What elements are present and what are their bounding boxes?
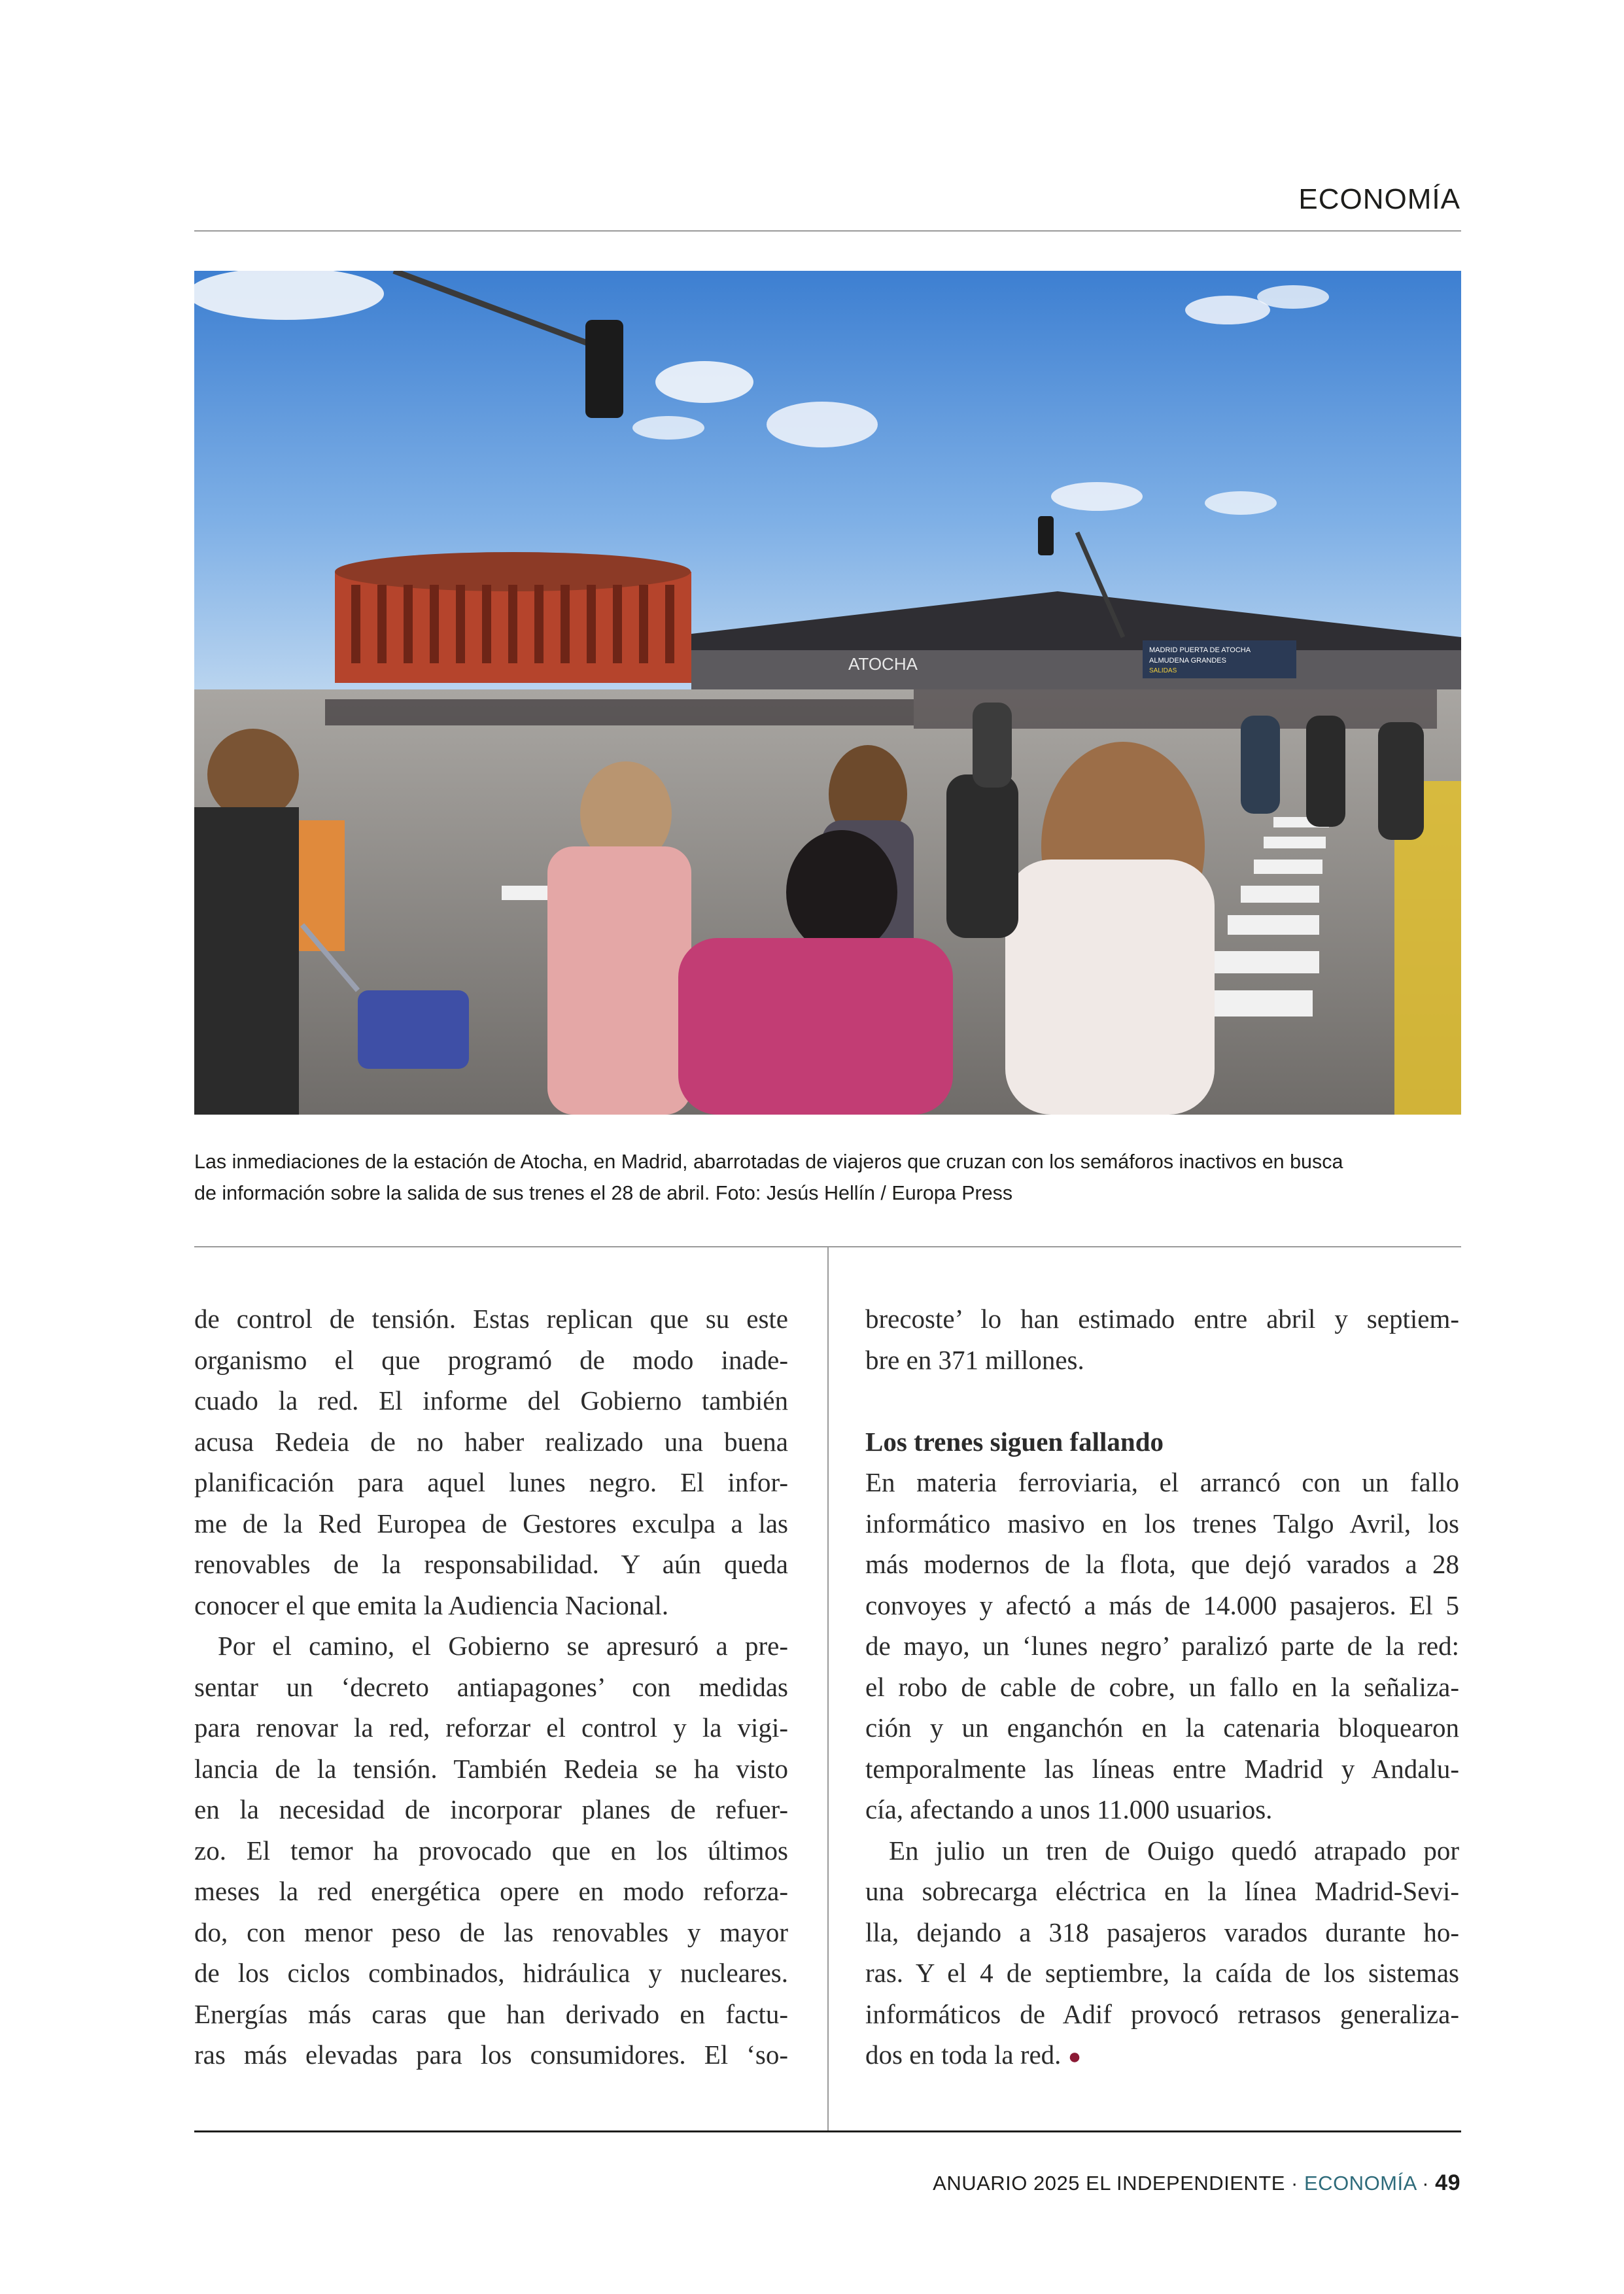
text-line: temporalmente las líneas entre Madrid y Andalu- [865, 1753, 1459, 1784]
text-line: informático masivo en los trenes Talgo Avril, los [865, 1508, 1459, 1538]
cloud [767, 402, 878, 447]
text-line: zo. El temor ha provocado que en los últimos [194, 1835, 788, 1866]
footer-separator: · [1422, 2172, 1430, 2195]
text-line: organismo el que programó de modo inade- [194, 1344, 788, 1375]
info-sign-line2: ALMUDENA GRANDES [1149, 657, 1226, 665]
right-column [865, 1298, 1459, 2076]
left-column [194, 1298, 788, 2076]
text-line: lla, dejando a 318 pasajeros varados durante ho- [865, 1917, 1459, 1947]
cloud [1205, 491, 1277, 515]
text-line: dos en toda la red. [865, 2040, 1062, 2070]
text-line: sentar un ‘decreto antiapagones’ con medidas [194, 1671, 788, 1702]
cloud [1257, 285, 1329, 309]
traffic-light [585, 320, 623, 418]
text-line: En materia ferroviaria, el arrancó con un fallo [865, 1467, 1459, 1497]
text-line: conocer el que emita la Audiencia Nacional. [194, 1590, 669, 1620]
text-line: cuado la red. El informe del Gobierno también [194, 1385, 788, 1416]
text-line: ras. Y el 4 de septiembre, la caída de los sistemas [865, 1958, 1459, 1988]
text-line: de los ciclos combinados, hidráulica y nucleares. [194, 1958, 788, 1988]
text-line: renovables de la responsabilidad. Y aún queda [194, 1549, 788, 1579]
text-line: me de la Red Europea de Gestores exculpa a las [194, 1508, 788, 1538]
column-divider [827, 1246, 829, 2130]
cloud [655, 361, 753, 403]
text-line: para renovar la red, reforzar el control y la vigi- [194, 1712, 788, 1743]
text-line: ción y un enganchón en la catenaria bloquearon [865, 1712, 1459, 1743]
text-line: do, con menor peso de las renovables y mayor [194, 1917, 788, 1947]
text-line: de mayo, un ‘lunes negro’ paralizó parte de la red: [865, 1631, 1459, 1661]
text-line: una sobrecarga eléctrica en la línea Madrid-Sevi- [865, 1876, 1459, 1906]
text-line: Por el camino, el Gobierno se apresuró a pre- [218, 1631, 788, 1661]
text-line: Energías más caras que han derivado en factu- [194, 1998, 788, 2029]
cloud [1185, 296, 1270, 324]
text-line: ras más elevadas para los consumidores. El ‘so- [194, 2040, 788, 2070]
page-number: 49 [1435, 2170, 1460, 2195]
footer-section: ECONOMÍA [1304, 2172, 1417, 2195]
text-line: lancia de la tensión. También Redeia se ha visto [194, 1753, 788, 1784]
text-line: informáticos de Adif provocó retrasos generaliza- [865, 1998, 1459, 2029]
end-mark-icon: ● [1067, 2045, 1082, 2069]
text-line: el robo de cable de cobre, un fallo en la señaliza- [865, 1671, 1459, 1702]
text-line: meses la red energética opere en modo reforza- [194, 1876, 788, 1906]
text-line: cía, afectando a unos 11.000 usuarios. [865, 1794, 1273, 1824]
header-rule [194, 230, 1461, 232]
text-line: en la necesidad de incorporar planes de refuer- [194, 1794, 788, 1824]
station-lettering: ATOCHA [848, 654, 918, 674]
text-line-final [865, 2034, 1459, 2076]
caption-line: de información sobre la salida de sus trenes el 28 de abril. Foto: Jesús Hellín / Europa Press [194, 1182, 1013, 1204]
cloud [1051, 482, 1143, 511]
footer-rule [194, 2130, 1461, 2132]
atocha-photo [194, 271, 1461, 1115]
photo-caption [194, 1146, 1461, 1209]
text-line: de control de tensión. Estas replican que su este [194, 1304, 788, 1334]
text-line: acusa Redeia de no haber realizado una buena [194, 1426, 788, 1457]
text-line: En julio un tren de Ouigo quedó atrapado por [889, 1835, 1459, 1866]
info-sign-line1: MADRID PUERTA DE ATOCHA [1149, 646, 1251, 654]
footer-publication: ANUARIO 2025 EL INDEPENDIENTE · [933, 2172, 1298, 2195]
page-footer [933, 2170, 1460, 2196]
text-line: brecoste’ lo han estimado entre abril y septiem- [865, 1304, 1459, 1334]
text-line: bre en 371 millones. [865, 1344, 1084, 1375]
text-line: planificación para aquel lunes negro. El infor- [194, 1467, 788, 1497]
traffic-light-right [1038, 516, 1054, 555]
cloud [632, 416, 704, 440]
info-sign-line3: SALIDAS [1149, 667, 1177, 674]
subheading: Los trenes siguen fallando [865, 1426, 1164, 1457]
text-line: más modernos de la flota, que dejó varados a 28 [865, 1549, 1459, 1579]
section-label: ECONOMÍA [1298, 183, 1460, 215]
station-facade [691, 650, 1461, 696]
caption-line: Las inmediaciones de la estación de Atocha, en Madrid, abarrotadas de viajeros que cruzan con los semáforos inactivos en busca [194, 1151, 1343, 1173]
text-line: convoyes y afectó a más de 14.000 pasajeros. El 5 [865, 1590, 1459, 1620]
